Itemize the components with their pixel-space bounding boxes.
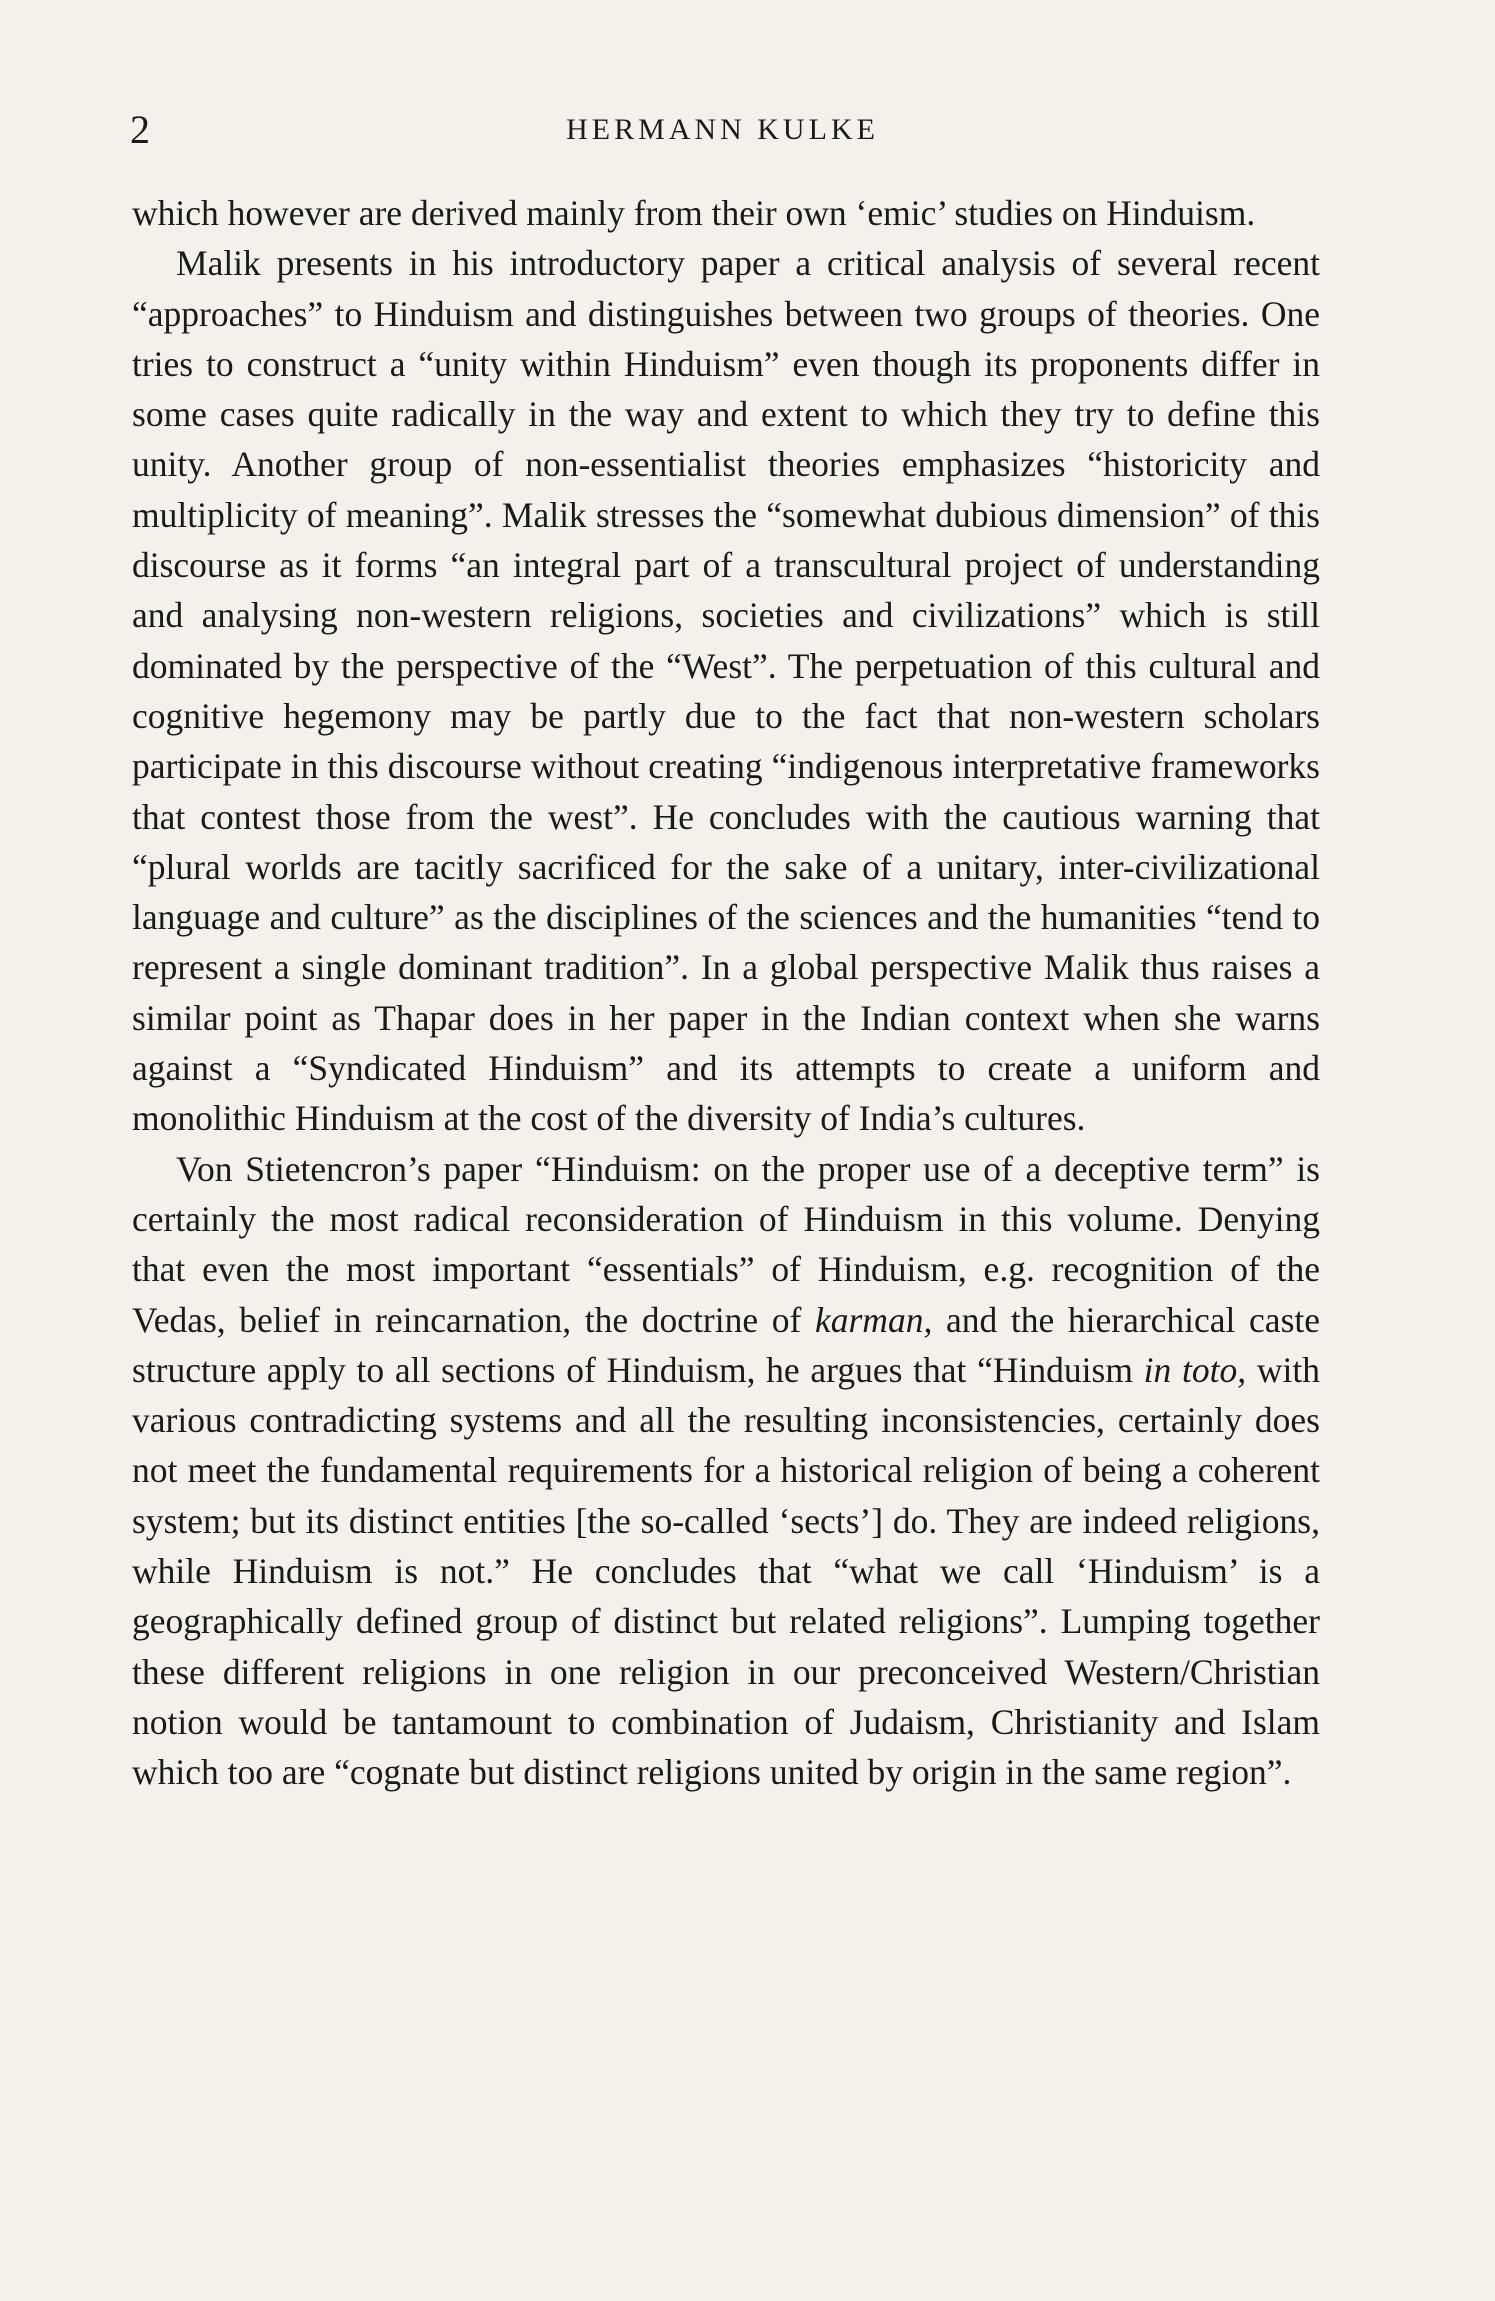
paragraph-text-segment: and the hierarchical caste structure apply to all sections of Hinduism, he argues that “Hinduism xyxy=(132,1299,1320,1390)
running-title: HERMANN KULKE xyxy=(566,113,879,146)
body-text xyxy=(132,188,1320,1798)
italic-term-in-toto: in toto, xyxy=(1143,1349,1247,1390)
paragraph-text-segment: with various contradicting systems and all the resulting inconsistencies, certainly does not meet the fundamental requirements for a historical religion of being a coherent system; but its distinct entities [the so-called ‘sects’] do. They are indeed religions, while Hinduism is not.” He concludes that “what we call ‘Hinduism’ is a geographically defined group of distinct but related religions”. Lumping together these different religions in one religion in our preconceived Western/Christian notion would be tantamount to combination of Judaism, Christianity and Islam which too are “cognate but distinct religions united by origin in the same region”. xyxy=(132,1349,1320,1793)
running-head xyxy=(130,100,1315,160)
paragraph-von-stietencron xyxy=(132,1144,1320,1798)
paragraph-continuation: which however are derived mainly from their own ‘emic’ studies on Hinduism. xyxy=(132,193,1256,233)
page-number: 2 xyxy=(130,107,150,152)
italic-term-karman: karman, xyxy=(814,1299,933,1340)
paragraph-text-segment: Von Stietencron’s paper “Hinduism: on the proper use of a deceptive term” is certainly the most radical reconsideration of Hinduism in this volume. Denying that even the most important “essentials” of Hinduism, e.g. recognition of the Vedas, belief in reincarnation, the doctrine of xyxy=(132,1148,1320,1340)
paragraph-malik: Malik presents in his introductory paper a critical analysis of several recent “approaches” to Hinduism and distinguishes between two groups of theories. One tries to construct a “unity within Hinduism” even though its proponents differ in some cases quite radically in the way and extent to which they try to define this unity. Another group of non-essentialist theories emphasizes “historicity and multiplicity of meaning”. Malik stresses the “somewhat dubious dimension” of this discourse as it forms “an integral part of a transcultural project of understanding and analysing non-western religions, societies and civilizations” which is still dominated by the perspective of the “West”. The perpetuation of this cultural and cognitive hegemony may be partly due to the fact that non-western scholars participate in this discourse without creating “indigenous interpretative frameworks that contest those from the west”. He concludes with the cautious warning that “plural worlds are tacitly sacrificed for the sake of a unitary, inter-civilizational language and culture” as the disciplines of the sciences and the humanities “tend to represent a single dominant tradition”. In a global perspective Malik thus raises a similar point as Thapar does in her paper in the Indian context when she warns against a “Syndicated Hinduism” and its attempts to create a uniform and monolithic Hinduism at the cost of the diversity of India’s cultures. xyxy=(132,243,1320,1139)
